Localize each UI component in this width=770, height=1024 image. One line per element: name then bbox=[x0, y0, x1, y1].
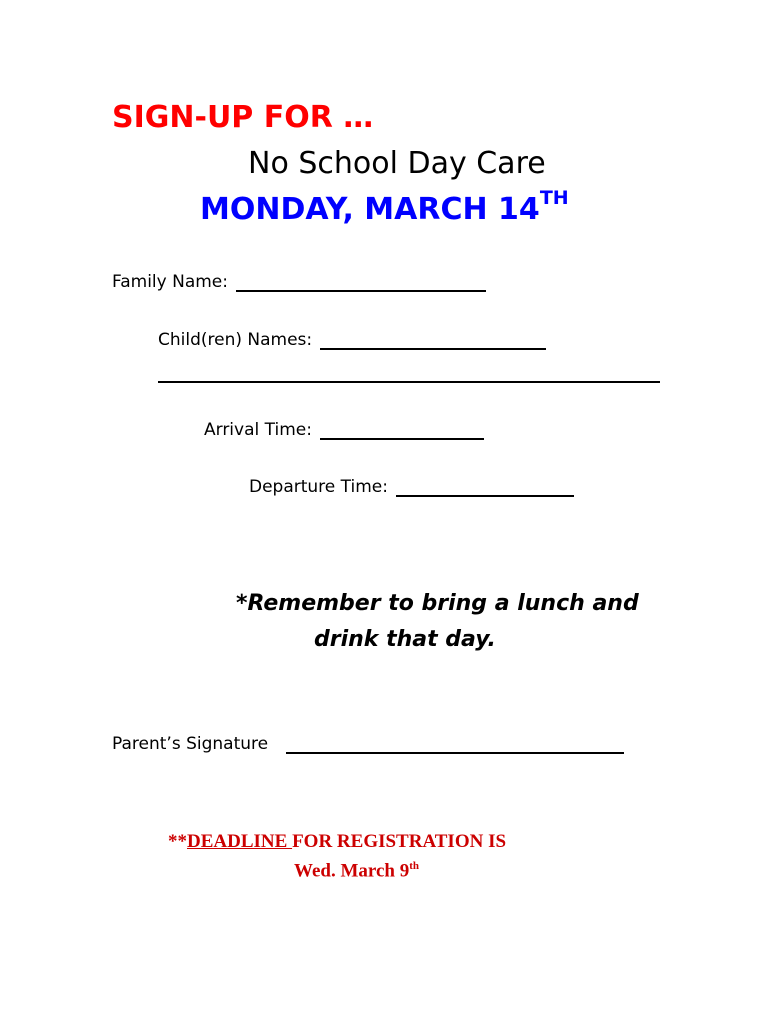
departure-time-label: Departure Time: bbox=[249, 477, 388, 497]
arrival-time-row bbox=[204, 420, 484, 440]
deadline-line1 bbox=[168, 830, 506, 854]
title-date bbox=[200, 187, 569, 227]
deadline-keyword: DEADLINE bbox=[187, 831, 293, 852]
title-signup: SIGN-UP FOR … bbox=[112, 100, 374, 135]
departure-time-row bbox=[249, 477, 574, 497]
children-names-field[interactable] bbox=[320, 348, 546, 350]
children-names-row bbox=[158, 330, 546, 350]
deadline-text: FOR REGISTRATION IS bbox=[292, 831, 507, 852]
departure-time-field[interactable] bbox=[396, 495, 574, 497]
title-date-text: MONDAY, MARCH 14 bbox=[200, 192, 540, 227]
children-names-extra-field[interactable] bbox=[158, 381, 660, 383]
family-name-field[interactable] bbox=[236, 290, 486, 292]
family-name-row bbox=[112, 272, 486, 292]
lunch-reminder bbox=[236, 586, 639, 658]
signature-field[interactable] bbox=[286, 752, 624, 754]
deadline-prefix: ** bbox=[168, 831, 187, 852]
deadline-date-text: Wed. March 9 bbox=[294, 860, 410, 882]
children-names-label: Child(ren) Names: bbox=[158, 330, 313, 350]
title-program: No School Day Care bbox=[248, 146, 546, 181]
lunch-reminder-line1: *Remember to bring a lunch and bbox=[236, 591, 639, 616]
lunch-reminder-line2: drink that day. bbox=[314, 627, 496, 652]
arrival-time-field[interactable] bbox=[320, 438, 484, 440]
signature-row bbox=[112, 734, 624, 754]
title-date-suffix: TH bbox=[539, 187, 569, 209]
arrival-time-label: Arrival Time: bbox=[204, 420, 312, 440]
family-name-label: Family Name: bbox=[112, 272, 228, 292]
signature-label: Parent’s Signature bbox=[112, 734, 269, 754]
deadline-date bbox=[294, 854, 419, 883]
deadline-date-suffix: th bbox=[409, 860, 420, 872]
